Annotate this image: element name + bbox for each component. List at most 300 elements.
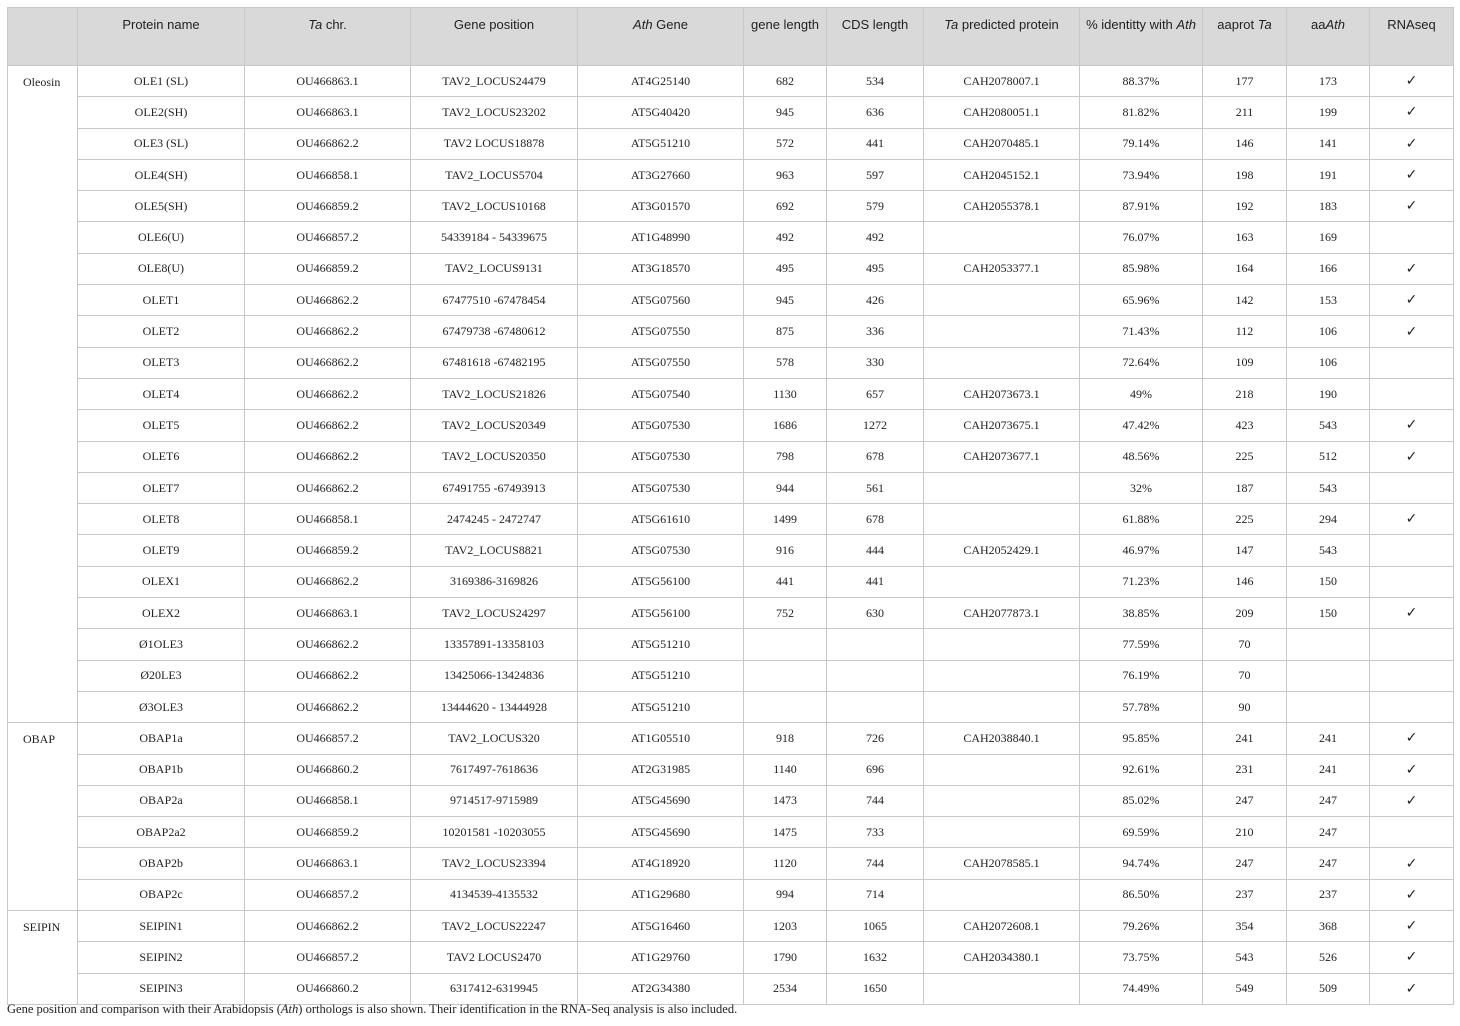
cell-ta-predicted-protein — [924, 973, 1080, 1004]
cell-ath-gene: AT1G29760 — [578, 942, 744, 973]
cell-identity: 85.98% — [1080, 253, 1203, 284]
cell-protein-name: OBAP1b — [78, 754, 245, 785]
cell-gene-length: 752 — [744, 598, 827, 629]
cell-gene-length: 1499 — [744, 504, 827, 535]
cell-ath-gene: AT3G01570 — [578, 191, 744, 222]
cell-aa-ath: 141 — [1287, 128, 1370, 159]
cell-protein-name: OBAP2c — [78, 879, 245, 910]
cell-aaprot-ta: 112 — [1203, 316, 1287, 347]
cell-aaprot-ta: 146 — [1203, 128, 1287, 159]
cell-identity: 47.42% — [1080, 410, 1203, 441]
cell-ath-gene: AT5G56100 — [578, 598, 744, 629]
cell-aaprot-ta: 192 — [1203, 191, 1287, 222]
cell-ath-gene: AT5G16460 — [578, 911, 744, 942]
cell-rnaseq: ✓ — [1370, 191, 1454, 222]
cell-cds-length — [827, 629, 924, 660]
cell-rnaseq: ✓ — [1370, 754, 1454, 785]
cell-gene-length: 963 — [744, 159, 827, 190]
cell-cds-length: 444 — [827, 535, 924, 566]
cell-aaprot-ta: 354 — [1203, 911, 1287, 942]
cell-aaprot-ta: 90 — [1203, 691, 1287, 722]
cell-ta-predicted-protein — [924, 222, 1080, 253]
cell-cds-length: 744 — [827, 848, 924, 879]
cell-ath-gene: AT5G40420 — [578, 97, 744, 128]
cell-protein-name: SEIPIN2 — [78, 942, 245, 973]
cell-gene-position: 2474245 - 2472747 — [411, 504, 578, 535]
cell-protein-name: OLET7 — [78, 472, 245, 503]
cell-cds-length: 657 — [827, 378, 924, 409]
cell-identity: 94.74% — [1080, 848, 1203, 879]
cell-gene-length: 945 — [744, 97, 827, 128]
cell-identity: 71.43% — [1080, 316, 1203, 347]
cell-gene-position: 13425066-13424836 — [411, 660, 578, 691]
table-row — [8, 504, 1454, 535]
cell-ta-predicted-protein: CAH2073677.1 — [924, 441, 1080, 472]
cell-ta-predicted-protein — [924, 285, 1080, 316]
cell-aa-ath: 512 — [1287, 441, 1370, 472]
cell-ath-gene: AT5G07550 — [578, 347, 744, 378]
table-row — [8, 66, 1454, 97]
cell-aaprot-ta: 423 — [1203, 410, 1287, 441]
cell-ta-chr: OU466862.2 — [245, 691, 411, 722]
cell-ath-gene: AT2G31985 — [578, 754, 744, 785]
cell-gene-position: TAV2_LOCUS9131 — [411, 253, 578, 284]
cell-protein-name: OLE3 (SL) — [78, 128, 245, 159]
cell-protein-name: OLE4(SH) — [78, 159, 245, 190]
cell-rnaseq — [1370, 535, 1454, 566]
cell-identity: 65.96% — [1080, 285, 1203, 316]
cell-protein-name: OLE2(SH) — [78, 97, 245, 128]
cell-ta-chr: OU466859.2 — [245, 253, 411, 284]
cell-protein-name: OLET8 — [78, 504, 245, 535]
cell-gene-length — [744, 691, 827, 722]
cell-ta-predicted-protein — [924, 566, 1080, 597]
cell-ta-predicted-protein: CAH2034380.1 — [924, 942, 1080, 973]
group-label: SEIPIN — [8, 911, 78, 1005]
cell-gene-length — [744, 660, 827, 691]
cell-cds-length: 714 — [827, 879, 924, 910]
cell-rnaseq: ✓ — [1370, 410, 1454, 441]
cell-ta-predicted-protein: CAH2052429.1 — [924, 535, 1080, 566]
cell-gene-length: 875 — [744, 316, 827, 347]
cell-rnaseq: ✓ — [1370, 441, 1454, 472]
cell-cds-length: 579 — [827, 191, 924, 222]
cell-rnaseq: ✓ — [1370, 504, 1454, 535]
cell-ta-chr: OU466862.2 — [245, 441, 411, 472]
cell-aa-ath — [1287, 660, 1370, 691]
cell-gene-position: 13444620 - 13444928 — [411, 691, 578, 722]
cell-ta-chr: OU466857.2 — [245, 942, 411, 973]
cell-rnaseq: ✓ — [1370, 159, 1454, 190]
cell-aa-ath: 150 — [1287, 566, 1370, 597]
table-row — [8, 159, 1454, 190]
cell-identity: 77.59% — [1080, 629, 1203, 660]
cell-ta-chr: OU466862.2 — [245, 410, 411, 441]
cell-gene-length: 578 — [744, 347, 827, 378]
cell-aaprot-ta: 247 — [1203, 785, 1287, 816]
cell-cds-length: 534 — [827, 66, 924, 97]
cell-ta-chr: OU466862.2 — [245, 911, 411, 942]
cell-ta-predicted-protein: CAH2077873.1 — [924, 598, 1080, 629]
cell-gene-position: 67477510 -67478454 — [411, 285, 578, 316]
cell-identity: 73.94% — [1080, 159, 1203, 190]
cell-protein-name: OLE1 (SL) — [78, 66, 245, 97]
header-gene-position: Gene position — [411, 8, 578, 66]
cell-gene-length: 2534 — [744, 973, 827, 1004]
table-row — [8, 785, 1454, 816]
cell-protein-name: OLE8(U) — [78, 253, 245, 284]
cell-cds-length: 744 — [827, 785, 924, 816]
cell-identity: 76.07% — [1080, 222, 1203, 253]
cell-ath-gene: AT3G18570 — [578, 253, 744, 284]
cell-ta-predicted-protein: CAH2053377.1 — [924, 253, 1080, 284]
cell-aaprot-ta: 225 — [1203, 504, 1287, 535]
cell-ta-chr: OU466860.2 — [245, 754, 411, 785]
cell-cds-length: 426 — [827, 285, 924, 316]
cell-ta-chr: OU466863.1 — [245, 97, 411, 128]
cell-gene-length: 916 — [744, 535, 827, 566]
cell-protein-name: SEIPIN1 — [78, 911, 245, 942]
cell-ta-predicted-protein — [924, 754, 1080, 785]
header-protein-name: Protein name — [78, 8, 245, 66]
table-row — [8, 723, 1454, 754]
cell-aaprot-ta: 70 — [1203, 660, 1287, 691]
cell-aaprot-ta: 147 — [1203, 535, 1287, 566]
cell-aaprot-ta: 237 — [1203, 879, 1287, 910]
cell-ath-gene: AT5G07530 — [578, 472, 744, 503]
cell-identity: 95.85% — [1080, 723, 1203, 754]
cell-gene-length: 918 — [744, 723, 827, 754]
cell-gene-position: 7617497-7618636 — [411, 754, 578, 785]
cell-aaprot-ta: 231 — [1203, 754, 1287, 785]
cell-identity: 38.85% — [1080, 598, 1203, 629]
cell-identity: 88.37% — [1080, 66, 1203, 97]
footnote-italic: Ath — [280, 1002, 299, 1016]
cell-gene-length: 682 — [744, 66, 827, 97]
table-row — [8, 879, 1454, 910]
cell-identity: 87.91% — [1080, 191, 1203, 222]
cell-gene-position: 67481618 -67482195 — [411, 347, 578, 378]
cell-rnaseq — [1370, 629, 1454, 660]
cell-ta-predicted-protein: CAH2072608.1 — [924, 911, 1080, 942]
table-row — [8, 316, 1454, 347]
cell-aa-ath: 183 — [1287, 191, 1370, 222]
cell-identity: 92.61% — [1080, 754, 1203, 785]
cell-ta-predicted-protein: CAH2078585.1 — [924, 848, 1080, 879]
cell-ta-predicted-protein — [924, 660, 1080, 691]
cell-aa-ath: 543 — [1287, 535, 1370, 566]
cell-cds-length: 1272 — [827, 410, 924, 441]
table-row — [8, 191, 1454, 222]
cell-rnaseq: ✓ — [1370, 879, 1454, 910]
cell-aa-ath: 191 — [1287, 159, 1370, 190]
table-footnote — [7, 1002, 737, 1017]
footnote-part2: ) orthologs is also shown. Their identification in the RNA-Seq analysis is also included. — [298, 1002, 738, 1016]
cell-identity: 72.64% — [1080, 347, 1203, 378]
cell-gene-length: 1120 — [744, 848, 827, 879]
cell-ta-chr: OU466857.2 — [245, 723, 411, 754]
header-aa-ath: aaAth — [1287, 8, 1370, 66]
cell-ta-chr: OU466858.1 — [245, 504, 411, 535]
cell-rnaseq: ✓ — [1370, 97, 1454, 128]
cell-aa-ath: 294 — [1287, 504, 1370, 535]
table-row — [8, 942, 1454, 973]
cell-ta-chr: OU466862.2 — [245, 660, 411, 691]
cell-gene-position: TAV2_LOCUS20349 — [411, 410, 578, 441]
cell-gene-position: 10201581 -10203055 — [411, 817, 578, 848]
cell-gene-length: 1203 — [744, 911, 827, 942]
cell-protein-name: SEIPIN3 — [78, 973, 245, 1004]
cell-gene-position: 13357891-13358103 — [411, 629, 578, 660]
cell-gene-position: TAV2_LOCUS21826 — [411, 378, 578, 409]
cell-aa-ath: 106 — [1287, 316, 1370, 347]
cell-protein-name: Ø20LE3 — [78, 660, 245, 691]
cell-ath-gene: AT5G51210 — [578, 629, 744, 660]
cell-aa-ath: 169 — [1287, 222, 1370, 253]
cell-gene-position: TAV2_LOCUS24297 — [411, 598, 578, 629]
cell-gene-position: 9714517-9715989 — [411, 785, 578, 816]
cell-rnaseq — [1370, 817, 1454, 848]
cell-ta-chr: OU466862.2 — [245, 316, 411, 347]
cell-aa-ath: 368 — [1287, 911, 1370, 942]
table-row — [8, 566, 1454, 597]
protein-table — [7, 7, 1454, 1005]
cell-aaprot-ta: 109 — [1203, 347, 1287, 378]
cell-gene-length: 798 — [744, 441, 827, 472]
cell-cds-length: 330 — [827, 347, 924, 378]
cell-aaprot-ta: 198 — [1203, 159, 1287, 190]
cell-aaprot-ta: 543 — [1203, 942, 1287, 973]
cell-ath-gene: AT5G07560 — [578, 285, 744, 316]
cell-gene-position: 3169386-3169826 — [411, 566, 578, 597]
cell-protein-name: OBAP2a — [78, 785, 245, 816]
cell-ta-predicted-protein: CAH2045152.1 — [924, 159, 1080, 190]
cell-ath-gene: AT4G25140 — [578, 66, 744, 97]
cell-gene-length: 495 — [744, 253, 827, 284]
cell-ta-predicted-protein — [924, 879, 1080, 910]
table-row — [8, 817, 1454, 848]
cell-cds-length: 441 — [827, 566, 924, 597]
cell-protein-name: OLET4 — [78, 378, 245, 409]
cell-cds-length: 678 — [827, 504, 924, 535]
header-ta-chr: Ta chr. — [245, 8, 411, 66]
table-row — [8, 535, 1454, 566]
cell-protein-name: OLET6 — [78, 441, 245, 472]
cell-protein-name: OLET3 — [78, 347, 245, 378]
cell-ta-predicted-protein: CAH2073675.1 — [924, 410, 1080, 441]
cell-rnaseq — [1370, 347, 1454, 378]
table-row — [8, 347, 1454, 378]
cell-rnaseq: ✓ — [1370, 128, 1454, 159]
cell-ta-chr: OU466862.2 — [245, 285, 411, 316]
cell-gene-position: TAV2_LOCUS10168 — [411, 191, 578, 222]
cell-identity: 71.23% — [1080, 566, 1203, 597]
cell-rnaseq: ✓ — [1370, 66, 1454, 97]
cell-cds-length: 630 — [827, 598, 924, 629]
cell-ta-chr: OU466862.2 — [245, 566, 411, 597]
cell-gene-length: 1686 — [744, 410, 827, 441]
header-ta-predicted-protein: Ta predicted protein — [924, 8, 1080, 66]
cell-aaprot-ta: 549 — [1203, 973, 1287, 1004]
cell-aaprot-ta: 211 — [1203, 97, 1287, 128]
cell-identity: 74.49% — [1080, 973, 1203, 1004]
cell-aa-ath: 543 — [1287, 472, 1370, 503]
cell-ta-chr: OU466860.2 — [245, 973, 411, 1004]
cell-cds-length: 336 — [827, 316, 924, 347]
cell-aaprot-ta: 163 — [1203, 222, 1287, 253]
table-row — [8, 378, 1454, 409]
cell-aa-ath: 106 — [1287, 347, 1370, 378]
cell-aa-ath: 166 — [1287, 253, 1370, 284]
cell-gene-position: TAV2_LOCUS320 — [411, 723, 578, 754]
cell-ath-gene: AT5G45690 — [578, 817, 744, 848]
cell-aaprot-ta: 247 — [1203, 848, 1287, 879]
cell-ta-predicted-protein — [924, 817, 1080, 848]
cell-aaprot-ta: 218 — [1203, 378, 1287, 409]
cell-cds-length: 597 — [827, 159, 924, 190]
cell-protein-name: OBAP1a — [78, 723, 245, 754]
cell-ath-gene: AT5G51210 — [578, 691, 744, 722]
cell-aa-ath: 190 — [1287, 378, 1370, 409]
cell-aaprot-ta: 225 — [1203, 441, 1287, 472]
table-row — [8, 973, 1454, 1004]
cell-gene-length: 1130 — [744, 378, 827, 409]
header-gene-length: gene length — [744, 8, 827, 66]
cell-cds-length: 726 — [827, 723, 924, 754]
table-row — [8, 472, 1454, 503]
header-aaprot-ta: aaprot Ta — [1203, 8, 1287, 66]
cell-rnaseq: ✓ — [1370, 942, 1454, 973]
cell-gene-length: 441 — [744, 566, 827, 597]
cell-rnaseq — [1370, 660, 1454, 691]
cell-aaprot-ta: 209 — [1203, 598, 1287, 629]
cell-protein-name: OLET5 — [78, 410, 245, 441]
cell-gene-length: 994 — [744, 879, 827, 910]
cell-protein-name: OLEX1 — [78, 566, 245, 597]
cell-aa-ath — [1287, 629, 1370, 660]
cell-rnaseq: ✓ — [1370, 911, 1454, 942]
cell-cds-length — [827, 660, 924, 691]
cell-gene-position: TAV2 LOCUS2470 — [411, 942, 578, 973]
cell-ath-gene: AT5G56100 — [578, 566, 744, 597]
table-row — [8, 128, 1454, 159]
cell-gene-length: 945 — [744, 285, 827, 316]
cell-cds-length: 696 — [827, 754, 924, 785]
table-row — [8, 285, 1454, 316]
table-body — [8, 66, 1454, 1005]
cell-identity: 76.19% — [1080, 660, 1203, 691]
cell-rnaseq — [1370, 378, 1454, 409]
cell-gene-position: 6317412-6319945 — [411, 973, 578, 1004]
header-ath-gene: Ath Gene — [578, 8, 744, 66]
cell-aa-ath: 241 — [1287, 754, 1370, 785]
cell-aa-ath: 247 — [1287, 785, 1370, 816]
cell-cds-length: 636 — [827, 97, 924, 128]
cell-ath-gene: AT1G05510 — [578, 723, 744, 754]
cell-ath-gene: AT5G45690 — [578, 785, 744, 816]
cell-ath-gene: AT5G07530 — [578, 410, 744, 441]
cell-aaprot-ta: 146 — [1203, 566, 1287, 597]
cell-rnaseq: ✓ — [1370, 285, 1454, 316]
cell-rnaseq: ✓ — [1370, 598, 1454, 629]
header-rnaseq: RNAseq — [1370, 8, 1454, 66]
cell-ta-predicted-protein: CAH2073673.1 — [924, 378, 1080, 409]
cell-ta-chr: OU466859.2 — [245, 191, 411, 222]
cell-ta-predicted-protein — [924, 691, 1080, 722]
cell-cds-length: 495 — [827, 253, 924, 284]
cell-identity: 57.78% — [1080, 691, 1203, 722]
cell-cds-length: 1065 — [827, 911, 924, 942]
cell-rnaseq: ✓ — [1370, 848, 1454, 879]
cell-identity: 61.88% — [1080, 504, 1203, 535]
cell-ta-chr: OU466859.2 — [245, 817, 411, 848]
cell-identity: 85.02% — [1080, 785, 1203, 816]
cell-identity: 49% — [1080, 378, 1203, 409]
cell-gene-length: 1473 — [744, 785, 827, 816]
cell-gene-length: 492 — [744, 222, 827, 253]
cell-gene-length: 1475 — [744, 817, 827, 848]
cell-ath-gene: AT1G48990 — [578, 222, 744, 253]
cell-aa-ath: 247 — [1287, 848, 1370, 879]
cell-aaprot-ta: 210 — [1203, 817, 1287, 848]
table-row — [8, 911, 1454, 942]
table-row — [8, 848, 1454, 879]
cell-rnaseq — [1370, 222, 1454, 253]
cell-identity: 79.26% — [1080, 911, 1203, 942]
cell-protein-name: Ø3OLE3 — [78, 691, 245, 722]
cell-ta-chr: OU466862.2 — [245, 378, 411, 409]
cell-ta-chr: OU466862.2 — [245, 472, 411, 503]
cell-gene-length — [744, 629, 827, 660]
cell-aaprot-ta: 164 — [1203, 253, 1287, 284]
cell-gene-position: 67479738 -67480612 — [411, 316, 578, 347]
cell-ta-predicted-protein: CAH2078007.1 — [924, 66, 1080, 97]
cell-ath-gene: AT5G07530 — [578, 535, 744, 566]
cell-ta-chr: OU466863.1 — [245, 598, 411, 629]
cell-ath-gene: AT5G07550 — [578, 316, 744, 347]
cell-aa-ath: 199 — [1287, 97, 1370, 128]
cell-ta-chr: OU466858.1 — [245, 785, 411, 816]
cell-ta-predicted-protein: CAH2080051.1 — [924, 97, 1080, 128]
cell-gene-position: TAV2_LOCUS23202 — [411, 97, 578, 128]
cell-ta-predicted-protein — [924, 504, 1080, 535]
cell-aaprot-ta: 241 — [1203, 723, 1287, 754]
cell-ath-gene: AT4G18920 — [578, 848, 744, 879]
cell-cds-length: 492 — [827, 222, 924, 253]
footnote-part1: Gene position and comparison with their Arabidopsis ( — [7, 1002, 281, 1016]
cell-cds-length — [827, 691, 924, 722]
cell-aa-ath: 247 — [1287, 817, 1370, 848]
group-label: Oleosin — [8, 66, 78, 723]
cell-protein-name: OLE6(U) — [78, 222, 245, 253]
cell-ta-chr: OU466862.2 — [245, 347, 411, 378]
cell-cds-length: 561 — [827, 472, 924, 503]
cell-aa-ath — [1287, 691, 1370, 722]
cell-ath-gene: AT2G34380 — [578, 973, 744, 1004]
cell-ta-predicted-protein — [924, 316, 1080, 347]
cell-protein-name: OLET2 — [78, 316, 245, 347]
cell-aaprot-ta: 177 — [1203, 66, 1287, 97]
cell-ta-predicted-protein: CAH2038840.1 — [924, 723, 1080, 754]
table-row — [8, 629, 1454, 660]
cell-ta-chr: OU466857.2 — [245, 879, 411, 910]
table-row — [8, 410, 1454, 441]
cell-rnaseq: ✓ — [1370, 785, 1454, 816]
cell-ta-predicted-protein — [924, 472, 1080, 503]
cell-ta-chr: OU466858.1 — [245, 159, 411, 190]
table-row — [8, 97, 1454, 128]
cell-protein-name: OLEX2 — [78, 598, 245, 629]
